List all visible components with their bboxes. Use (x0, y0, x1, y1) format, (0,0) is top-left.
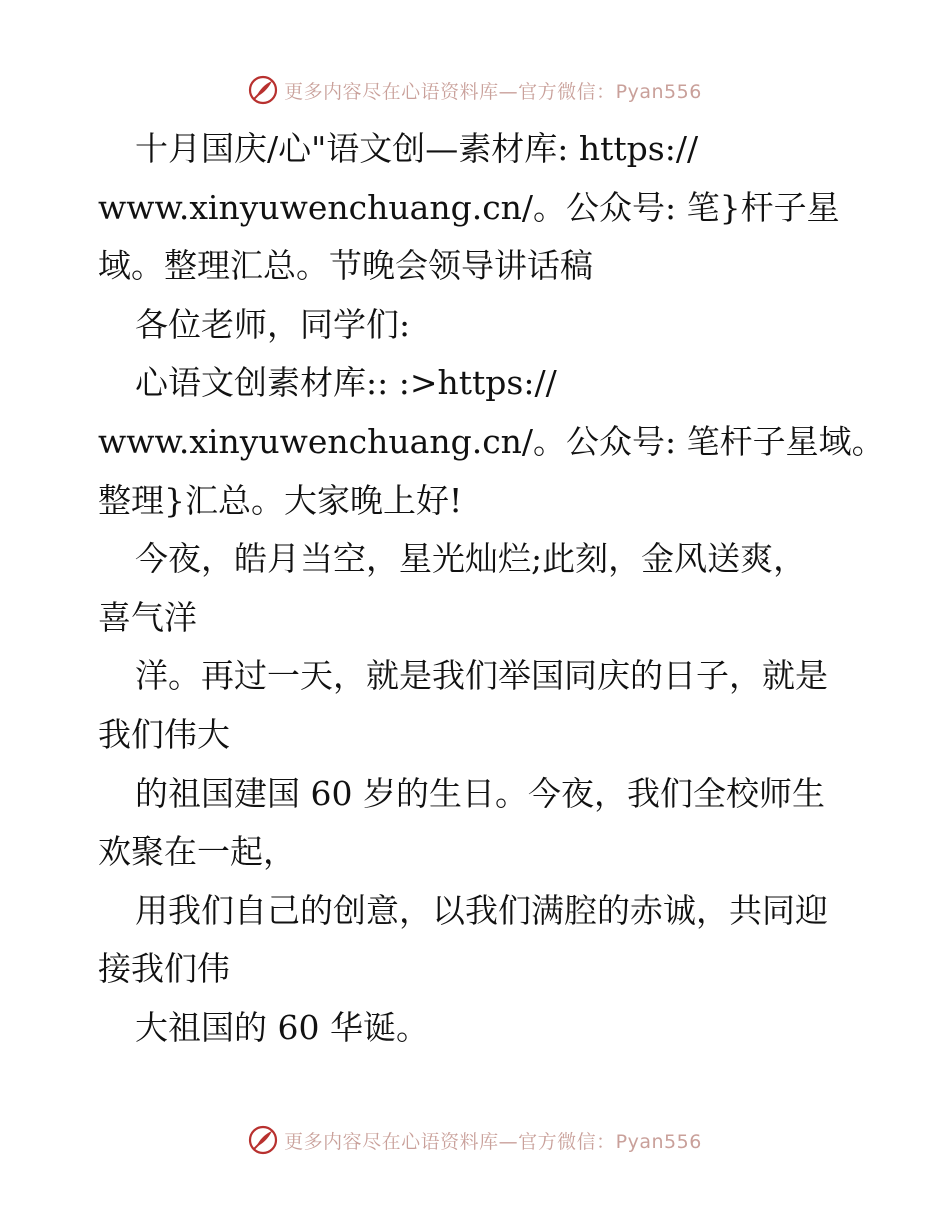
body-line: 心语文创素材库:: :>https:// (135, 363, 557, 403)
header-watermark-text: 更多内容尽在心语资料库—官方微信：Pyan556 (284, 80, 702, 103)
body-line: 洋。再过一天，就是我们举国同庆的日子，就是 (135, 656, 828, 696)
body-line: 用我们自己的创意，以我们满腔的赤诚，共同迎 (135, 890, 828, 930)
body-line: 大祖国的 60 华诞。 (135, 1007, 429, 1047)
body-line: 喜气洋 (98, 597, 197, 637)
body-line: 我们伟大 (98, 714, 230, 754)
feather-pen-logo-icon (248, 75, 278, 105)
header-watermark (0, 70, 950, 110)
body-line: 今夜，皓月当空，星光灿烂;此刻，金风送爽， (135, 539, 807, 579)
body-line: www.xinyuwenchuang.cn/。公众号: 笔}杆子星 (98, 187, 840, 227)
body-line: 接我们伟 (98, 949, 230, 989)
body-line: 十月国庆/心"语文创—素材库: https:// (135, 129, 699, 168)
feather-pen-logo-icon (248, 1125, 278, 1155)
body-line: 欢聚在一起， (98, 832, 296, 872)
body-line: 各位老师，同学们: (135, 304, 411, 344)
body-line: 的祖国建国 60 岁的生日。今夜，我们全校师生 (135, 773, 825, 813)
body-line: www.xinyuwenchuang.cn/。公众号: 笔杆子星域。 (98, 421, 885, 461)
body-line: 整理}汇总。大家晚上好! (98, 480, 463, 520)
footer-watermark (0, 1120, 950, 1160)
footer-watermark-text: 更多内容尽在心语资料库—官方微信：Pyan556 (284, 1130, 702, 1153)
document-body (98, 120, 885, 1058)
body-line: 域。整理汇总。节晚会领导讲话稿 (98, 246, 593, 286)
